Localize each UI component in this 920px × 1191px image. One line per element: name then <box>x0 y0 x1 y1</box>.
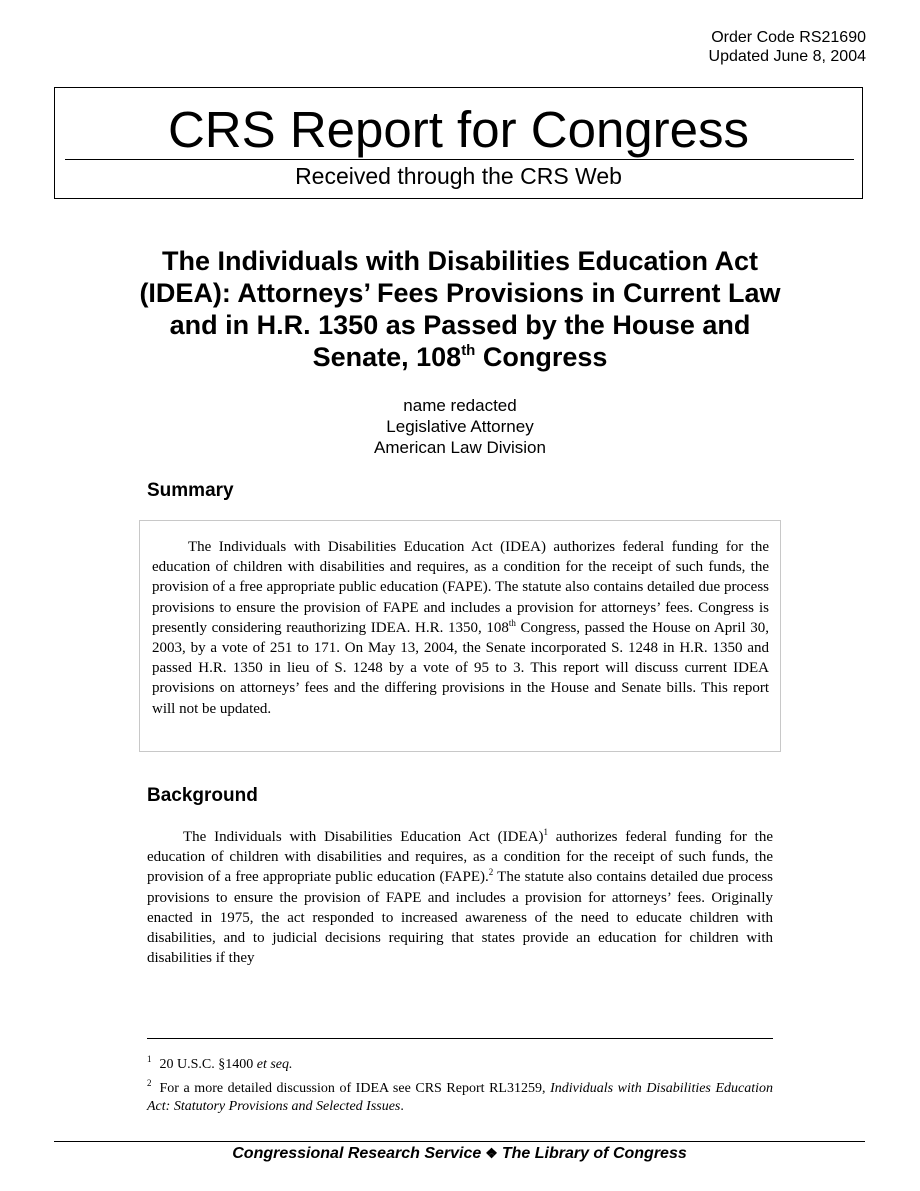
order-code-block <box>709 28 866 66</box>
footnote-1-mark: 1 <box>147 1054 152 1064</box>
report-title-superscript: th <box>461 342 476 359</box>
crs-report-title: CRS Report for Congress <box>167 101 750 158</box>
footnote-divider <box>147 1038 773 1039</box>
author-name: name redacted <box>403 396 517 415</box>
footnote-2 <box>147 1080 773 1116</box>
background-text-c: The statute also contains detailed due process provisions to ensure the provision of FAPE and includes a provision for attorneys’ fees. Originally enacted in 1975, the act responded to increased awareness of the need to educate children with disabilities, and to judicial decisions requiring that states provide an education for children with disabilities if they <box>147 869 773 967</box>
background-text-a: The Individuals with Disabilities Education Act (IDEA) <box>183 829 544 845</box>
footnote-2-after: . <box>400 1099 404 1114</box>
footnote-2-italic: Individuals with Disabilities Education Act: Statutory Provisions and Selected Issues <box>147 1081 774 1114</box>
footnotes <box>147 1056 773 1122</box>
background-heading: Background <box>147 785 258 806</box>
background-section <box>147 827 773 968</box>
order-code: Order Code RS21690 <box>711 29 866 46</box>
summary-paragraph <box>152 537 769 719</box>
report-title <box>120 245 800 373</box>
footnote-1 <box>147 1056 773 1074</box>
footer <box>54 1143 865 1164</box>
footnote-2-text: For a more detailed discussion of IDEA see CRS Report RL31259, <box>159 1081 551 1096</box>
updated-date: Updated June 8, 2004 <box>708 48 866 65</box>
footer-divider <box>54 1141 865 1142</box>
footnote-2-mark: 2 <box>147 1078 152 1088</box>
background-text-b: authorizes federal funding for the education of children with disabilities and requires, as a condition for the receipt of such funds, the provision of a free appropriate public education (FAPE). <box>147 829 773 886</box>
summary-box <box>139 520 781 752</box>
report-title-end: Congress <box>475 342 608 372</box>
summary-superscript: th <box>508 617 516 628</box>
summary-text-start: The Individuals with Disabilities Education Act (IDEA) authorizes federal funding for the education of children with disabilities and requires, as a condition for the receipt of such funds, the provision of a free appropriate public education (FAPE). The statute also contains detailed due process provisions to ensure the provision of FAPE and includes a provision for attorneys’ fees. Congress is presently considering reauthorizing IDEA. H.R. 1350, 108 <box>152 539 769 636</box>
background-paragraph <box>147 827 773 968</box>
summary-text-end: Congress, passed the House on April 30, 2003, by a vote of 251 to 171. On May 13, 2004, the Senate incorporated S. 1248 in H.R. 1350 and passed H.R. 1350 in lieu of S. 1248 by a vote of 95 to 3. This report will discuss current IDEA provisions on attorneys’ fees and the differing provisions in the House and Senate bills. This report will not be updated. <box>152 619 770 717</box>
footnote-1-italic: et seq. <box>256 1057 293 1072</box>
diamond-separator-icon: ❖ <box>485 1145 498 1161</box>
crs-report-subtitle: Received through the CRS Web <box>295 163 622 189</box>
author-block <box>300 395 620 458</box>
footer-loc: The Library of Congress <box>501 1145 687 1162</box>
report-title-main: The Individuals with Disabilities Education Act (IDEA): Attorneys’ Fees Provisions in Current Law and in H.R. 1350 as Passed by the House and Senate, 108 <box>139 246 781 372</box>
header-divider <box>65 159 854 160</box>
footnote-ref-1[interactable]: 1 <box>543 827 548 837</box>
author-position: Legislative Attorney <box>386 417 534 436</box>
report-header-box <box>54 87 863 199</box>
footnote-ref-2[interactable]: 2 <box>488 867 494 878</box>
author-division: American Law Division <box>374 438 546 457</box>
summary-heading: Summary <box>147 480 234 501</box>
footer-crs: Congressional Research Service <box>232 1145 482 1162</box>
footnote-1-text: 20 U.S.C. §1400 <box>159 1057 257 1072</box>
